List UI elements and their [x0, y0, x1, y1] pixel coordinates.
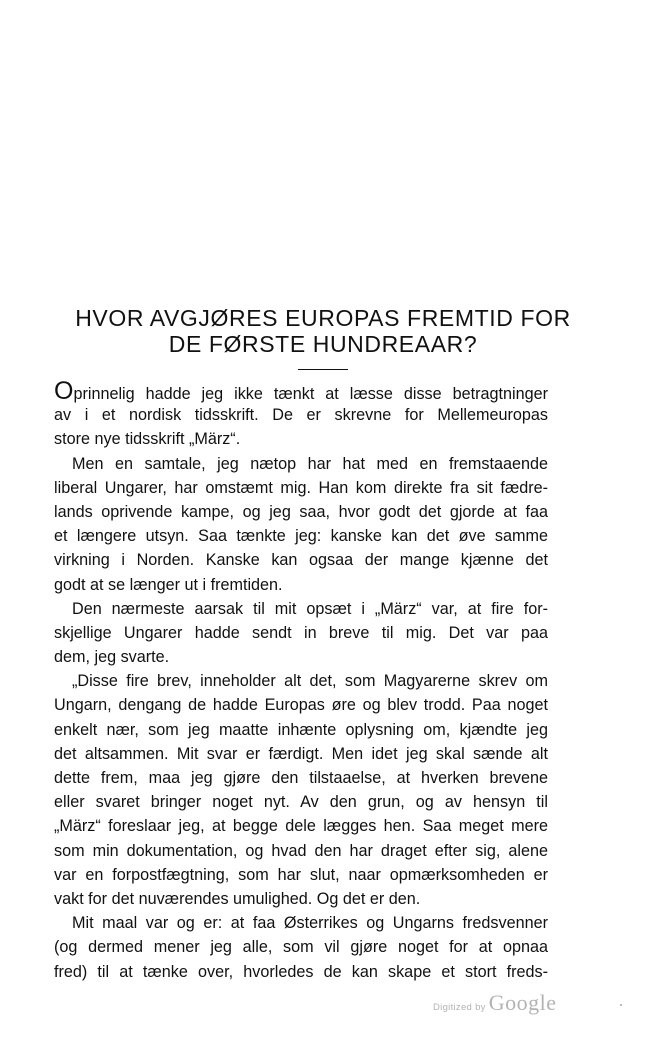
chapter-title-line-1: HVOR AVGJØRES EUROPAS FREMTID FOR [75, 305, 571, 331]
text-line: enkelt nær, som jeg maatte inhænte oplysning om, kjændte jeg [54, 720, 548, 739]
text-line: lands oprivende kampe, og jeg saa, hvor godt det gjorde at faa [54, 502, 548, 521]
text-line: Ungarn, dengang de hadde Europas øre og blev trodd. Paa noget [54, 696, 548, 715]
title-rule [298, 369, 348, 370]
text-line: fred) til at tænke over, hvorledes de kan skape et stort freds- [54, 962, 548, 981]
text-line: „Disse fire brev, inneholder alt det, som Magyarerne skrev om [72, 672, 548, 691]
text-line-content: prinnelig hadde jeg ikke tænkt at læsse disse betragtninger [73, 385, 548, 403]
text-line: virkning i Norden. Kanske kan ogsaa der mange kjænne det [54, 551, 548, 570]
drop-cap: O [54, 379, 74, 404]
digitized-by-google-watermark [433, 990, 556, 1016]
text-line: dem, jeg svarte. [54, 648, 170, 667]
text-line: eller svaret bringer noget nyt. Av den grun, og av hensyn til [54, 793, 548, 812]
text-line: som min dokumentation, og hvad den har draget efter sig, alene [54, 841, 548, 860]
text-line: var en forpostfægtning, som har slut, naar opmærksomheden er [54, 865, 548, 884]
text-line: et længere utsyn. Saa tænkte jeg: kanske kan det øve samme [54, 527, 548, 546]
text-line: liberal Ungarer, har omstæmt mig. Han kom direkte fra sit fædre- [54, 478, 548, 497]
watermark-small-text: Digitized by [433, 1002, 486, 1013]
text-line: vakt for det nuværendes umulighed. Og det er den. [54, 889, 421, 908]
text-line: godt at se længer ut i fremtiden. [54, 575, 283, 594]
google-logo-text: Google [488, 990, 557, 1015]
body-text [54, 379, 548, 984]
text-line: Mit maal var og er: at faa Østerrikes og Ungarns fredsvenner [72, 914, 548, 933]
text-line: Men en samtale, jeg nætop har hat med en fremstaaende [72, 454, 548, 473]
page-speck [620, 1004, 622, 1006]
text-line: av i et nordisk tidsskrift. De er skrevne for Mellemeuropas [54, 406, 548, 425]
chapter-title-line-2: DE FØRSTE HUNDREAAR? [168, 331, 478, 357]
text-line: (og dermed mener jeg alle, som vil gjøre noget for at opnaa [54, 938, 548, 957]
text-line: skjellige Ungarer hadde sendt in breve til mig. Det var paa [54, 623, 548, 642]
text-line: Den nærmeste aarsak til mit opsæt i „März“ var, at fire for- [72, 599, 548, 618]
text-line: „März“ foreslaar jeg, at begge dele lægges hen. Saa meget mere [54, 817, 548, 836]
text-line: det altsammen. Mit svar er færdigt. Men idet jeg skal sænde alt [54, 744, 548, 763]
text-line: store nye tidsskrift „März“. [54, 430, 241, 449]
text-line: dette frem, maa jeg gjøre den tilstaaelse, at hverken brevene [54, 769, 548, 787]
text-line [54, 379, 548, 403]
